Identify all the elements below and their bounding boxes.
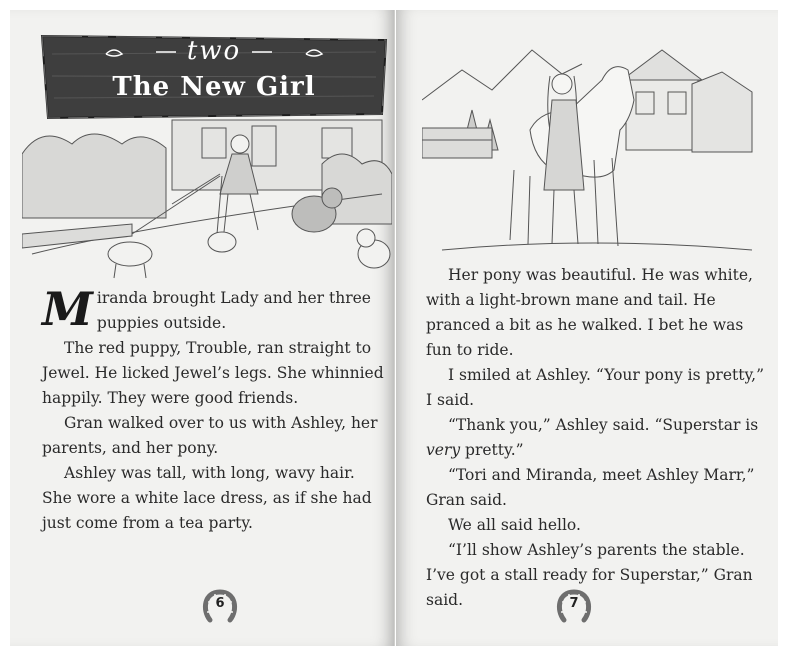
right-page-text bbox=[426, 263, 766, 613]
paragraph-4: “Tori and Miranda, meet Ashley Marr,” Gran said. bbox=[426, 466, 755, 509]
paragraph-3: “Thank you,” Ashley said. “Superstar is very pretty.” bbox=[426, 416, 759, 459]
drop-cap: M bbox=[42, 282, 93, 336]
page-number-left: 6 bbox=[200, 586, 240, 626]
chapter-banner bbox=[36, 30, 392, 122]
paragraph-2: The red puppy, Trouble, ran straight to Jewel. He licked Jewel’s legs. She whinnied happily. They were good friends. bbox=[42, 339, 384, 407]
emphasis-very: very bbox=[426, 441, 461, 459]
girl-with-pony-illustration bbox=[422, 40, 756, 258]
girl-walking-dogs-illustration bbox=[22, 114, 392, 282]
paragraph-1: Miranda brought Lady and her three puppies outside. bbox=[42, 282, 371, 336]
paragraph-3: Gran walked over to us with Ashley, her parents, and her pony. bbox=[42, 414, 378, 457]
paragraph-1: Her pony was beautiful. He was white, with a light-brown mane and tail. He pranced a bit as he walked. I bet he was fun to ride. bbox=[426, 266, 753, 359]
left-page-text bbox=[42, 282, 384, 536]
chapter-title: The New Girl bbox=[112, 72, 316, 102]
chapter-number: two bbox=[186, 36, 242, 66]
right-page bbox=[396, 10, 778, 646]
paragraph-2: I smiled at Ashley. “Your pony is pretty,” I said. bbox=[426, 366, 765, 409]
paragraph-4: Ashley was tall, with long, wavy hair. She wore a white lace dress, as if she had just come from a tea party. bbox=[42, 464, 372, 532]
left-page bbox=[10, 10, 395, 646]
paragraph-6: “I’ll show Ashley’s parents the stable. I’ve got a stall ready for Superstar,” Gran said. bbox=[426, 541, 753, 609]
page-number-right: 7 bbox=[554, 586, 594, 626]
paragraph-5: We all said hello. bbox=[448, 516, 581, 534]
